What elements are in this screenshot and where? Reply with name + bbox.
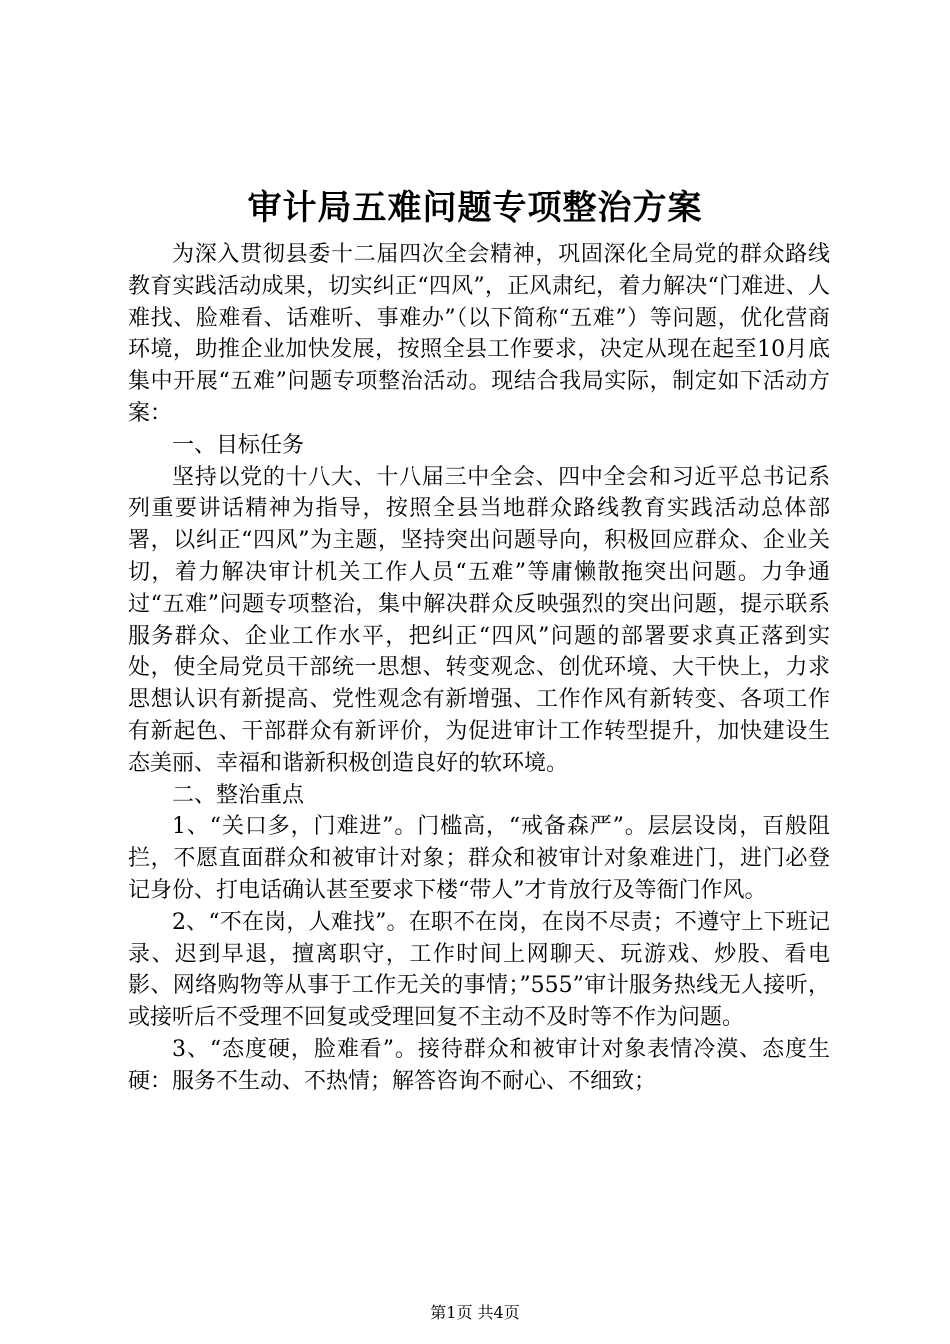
goals-paragraph: 坚持以党的十八大、十八届三中全会、四中全会和习近平总书记系列重要讲话精神为指导，按照全县当地群众路线教育实践活动总体部署，以纠正“四风”为主题，坚持突出问题导向，积极回应群众、企业关切，着力解决审计机关工作人员“五难”等庸懒散拖突出问题。力争通过“五难”问题专项整治，集中解决群众反映强烈的突出问题，提示联系服务群众、企业工作水平，把纠正“四风”问题的部署要求真正落到实处，使全局党员干部统一思想、转变观念、创优环境、大干快上，力求思想认识有新提高、党性观念有新增强、工作作风有新转变、各项工作有新起色、干部群众有新评价，为促进审计工作转型提升，加快建设生态美丽、幸福和谐新积极创造良好的软环境。 <box>128 464 830 776</box>
section-heading-focus: 二、整治重点 <box>172 782 305 808</box>
document-body <box>128 239 830 1098</box>
document-title: 审计局五难问题专项整治方案 <box>247 188 703 228</box>
focus-item-2: 2、“不在岗，人难找”。在职不在岗，在岗不尽责；不遵守上下班记录、迟到早退，擅离职守，工作时间上网聊天、玩游戏、炒股、看电影、网络购物等从事于工作无关的事情；”555”审计服务热线无人接听，或接听后不受理不回复或受理回复不主动不及时等不作为问题。 <box>128 909 830 1031</box>
page-footer: 第1页 共4页 <box>430 1303 520 1322</box>
intro-paragraph: 为深入贯彻县委十二届四次全会精神，巩固深化全局党的群众路线教育实践活动成果，切实纠正“四风”，正风肃纪，着力解决“门难进、人难找、脸难看、话难听、事难办”（以下简称“五难”）等问题，优化营商环境，助推企业加快发展，按照全县工作要求，决定从现在起至10月底集中开展“五难”问题专项整治活动。现结合我局实际，制定如下活动方案： <box>128 242 830 426</box>
section-heading-goals: 一、目标任务 <box>172 432 305 458</box>
focus-item-3: 3、“态度硬，脸难看”。接待群众和被审计对象表情冷漠、态度生硬：服务不生动、不热情；解答咨询不耐心、不细致； <box>128 1036 830 1094</box>
focus-item-1: 1、“关口多，门难进”。门槛高，“戒备森严”。层层设岗，百般阻拦，不愿直面群众和被审计对象；群众和被审计对象难进门，进门必登记身份、打电话确认甚至要求下楼“带人”才肯放行及等衙门作风。 <box>128 814 830 903</box>
